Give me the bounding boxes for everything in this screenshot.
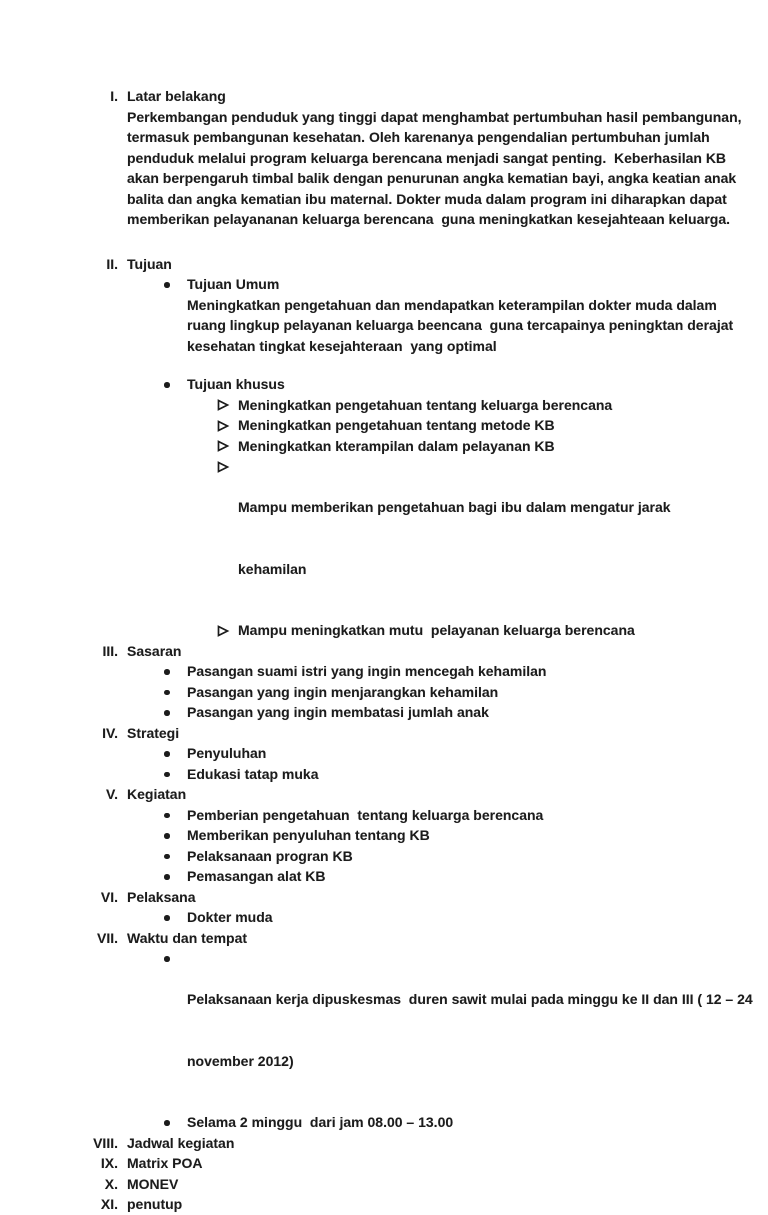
paragraph-line: memberikan pelayananan keluarga berencana guna meningkatkan kesejahteaan keluarga. — [127, 211, 731, 227]
section-heading — [0, 1194, 768, 1215]
bullet-text: Dokter muda — [187, 909, 273, 925]
bullet-label: Tujuan Umum — [187, 276, 280, 292]
section-title: Matrix POA — [127, 1155, 203, 1171]
sub-bullet-text: Meningkatkan pengetahuan tentang keluarga berencana — [238, 396, 613, 413]
bullet-text: Pemberian pengetahuan tentang keluarga berencana — [187, 806, 544, 823]
section-heading — [0, 1153, 768, 1174]
disc-bullet-icon — [164, 702, 187, 723]
bullet-text: Memberikan penyuluhan tentang KB — [187, 827, 430, 843]
disc-bullet-icon — [164, 743, 187, 764]
list-item — [164, 846, 768, 867]
bullet-label: Tujuan khusus — [187, 376, 285, 392]
paragraph-line: balita dan angka kematian ibu maternal. Dokter muda dalam program ini diharapkan dapat — [127, 190, 727, 207]
bullet-text: Selama 2 minggu dari jam 08.00 – 13.00 — [187, 1114, 454, 1130]
bullet-text: Pasangan yang ingin menjarangkan kehamilan — [187, 683, 499, 700]
disc-bullet-icon — [164, 1112, 187, 1133]
section-numeral: VII. — [96, 929, 118, 946]
section-numeral: V. — [106, 786, 118, 802]
section-strategi — [0, 723, 768, 785]
section-pelaksana — [0, 887, 768, 928]
list-item — [164, 682, 768, 703]
arrowhead-bullet-icon — [217, 436, 238, 457]
sub-bullet-text — [238, 456, 671, 620]
paragraph-line: kesehatan tingkat kesejahteraan yang optimal — [187, 337, 497, 354]
section-paragraph — [127, 107, 768, 230]
disc-bullet-icon — [164, 661, 187, 682]
arrowhead-bullet-icon — [217, 456, 238, 620]
disc-bullet-icon — [164, 805, 187, 826]
arrowhead-bullet-icon — [217, 395, 238, 416]
section-numeral: IX. — [100, 1155, 118, 1171]
arrowhead-bullet-icon — [217, 620, 238, 641]
disc-bullet-icon — [164, 682, 187, 703]
section-tujuan — [0, 254, 768, 641]
section-title: penutup — [127, 1196, 183, 1212]
sub-list-item — [217, 620, 768, 641]
sub-list-item — [217, 436, 768, 457]
sub-list-item — [217, 395, 768, 416]
list-item — [164, 743, 768, 764]
section-numeral: VI. — [100, 888, 118, 905]
section-numeral: I. — [110, 88, 118, 104]
paragraph-line: termasuk pembangunan kesehatan. Oleh karenanya pengendalian pertumbuhan jumlah — [127, 129, 710, 145]
bullet-text: Pasangan suami istri yang ingin mencegah kehamilan — [187, 663, 547, 679]
section-heading — [0, 86, 768, 107]
disc-bullet-icon — [164, 948, 187, 1112]
section-title: Latar belakang — [127, 88, 226, 104]
sub-list-item — [217, 456, 768, 620]
section-heading — [0, 887, 768, 908]
section-heading — [0, 641, 768, 662]
section-title: Jadwal kegiatan — [127, 1134, 235, 1151]
bullet-text: Penyuluhan — [187, 745, 267, 761]
section-heading — [0, 928, 768, 949]
bullet-text: Edukasi tatap muka — [187, 765, 319, 782]
section-numeral: X. — [104, 1175, 118, 1192]
section-numeral: XI. — [100, 1196, 118, 1212]
list-item — [164, 907, 768, 928]
bullet-text — [187, 948, 753, 1112]
list-item — [164, 702, 768, 723]
bullet-text: Pasangan yang ingin membatasi jumlah anak — [187, 704, 489, 720]
list-item — [164, 1112, 768, 1133]
list-item — [164, 805, 768, 826]
section-numeral: III. — [102, 642, 118, 659]
paragraph-line: Perkembangan penduduk yang tinggi dapat menghambat pertumbuhan hasil pembangunan, — [127, 108, 742, 125]
bullet-line: november 2012) — [187, 1052, 294, 1069]
section-heading — [0, 1133, 768, 1154]
section-numeral: IV. — [102, 724, 118, 741]
bullet-text: Pelaksanaan progran KB — [187, 847, 353, 864]
list-item — [164, 866, 768, 887]
section-latar-belakang — [0, 86, 768, 230]
list-item — [164, 825, 768, 846]
paragraph-line: Meningkatkan pengetahuan dan mendapatkan keterampilan dokter muda dalam — [187, 296, 717, 313]
list-item-tujuan-khusus — [164, 374, 768, 395]
section-title: Tujuan — [127, 255, 172, 272]
bullet-text: Pemasangan alat KB — [187, 868, 326, 884]
section-title: Waktu dan tempat — [127, 929, 248, 946]
disc-bullet-icon — [164, 907, 187, 928]
bullet-line: Pelaksanaan kerja dipuskesmas duren sawit mulai pada minggu ke II dan III ( 12 – 24 — [187, 991, 753, 1007]
section-title: Pelaksana — [127, 888, 196, 905]
paragraph-line: akan berpengaruh timbal balik dengan penurunan angka kematian bayi, angka keatian anak — [127, 170, 737, 186]
section-waktu-dan-tempat — [0, 928, 768, 1133]
section-title: MONEV — [127, 1175, 179, 1192]
disc-bullet-icon — [164, 846, 187, 867]
section-heading — [0, 254, 768, 275]
sub-bullet-text: Meningkatkan kterampilan dalam pelayanan KB — [238, 437, 555, 454]
arrowhead-bullet-icon — [217, 415, 238, 436]
section-title: Sasaran — [127, 642, 182, 659]
section-heading — [0, 784, 768, 805]
sub-bullet-line: Mampu memberikan pengetahuan bagi ibu dalam mengatur jarak — [238, 499, 671, 515]
disc-bullet-icon — [164, 374, 187, 395]
list-item-tujuan-umum — [164, 274, 768, 295]
disc-bullet-icon — [164, 866, 187, 887]
sub-bullet-line: kehamilan — [238, 560, 307, 577]
tujuan-umum-paragraph — [187, 295, 768, 357]
disc-bullet-icon — [164, 825, 187, 846]
section-sasaran — [0, 641, 768, 723]
disc-bullet-icon — [164, 274, 187, 295]
section-jadwal-kegiatan — [0, 1133, 768, 1154]
section-penutup — [0, 1194, 768, 1215]
sub-bullet-text: Meningkatkan pengetahuan tentang metode KB — [238, 417, 555, 433]
section-title: Strategi — [127, 724, 180, 741]
sub-bullet-text: Mampu meningkatkan mutu pelayanan keluarga berencana — [238, 622, 635, 638]
list-item — [164, 948, 768, 1112]
section-monev — [0, 1174, 768, 1195]
section-kegiatan — [0, 784, 768, 887]
paragraph-line: ruang lingkup pelayanan keluarga beencana guna tercapainya peningktan derajat — [187, 317, 734, 333]
section-numeral: VIII. — [93, 1134, 118, 1151]
list-item — [164, 661, 768, 682]
section-matrix-poa — [0, 1153, 768, 1174]
list-item — [164, 764, 768, 785]
section-numeral: II. — [106, 255, 118, 272]
section-heading — [0, 1174, 768, 1195]
paragraph-line: penduduk melalui program keluarga berencana menjadi sangat penting. Keberhasilan KB — [127, 149, 727, 166]
section-title: Kegiatan — [127, 786, 187, 802]
disc-bullet-icon — [164, 764, 187, 785]
sub-list-item — [217, 415, 768, 436]
section-heading — [0, 723, 768, 744]
